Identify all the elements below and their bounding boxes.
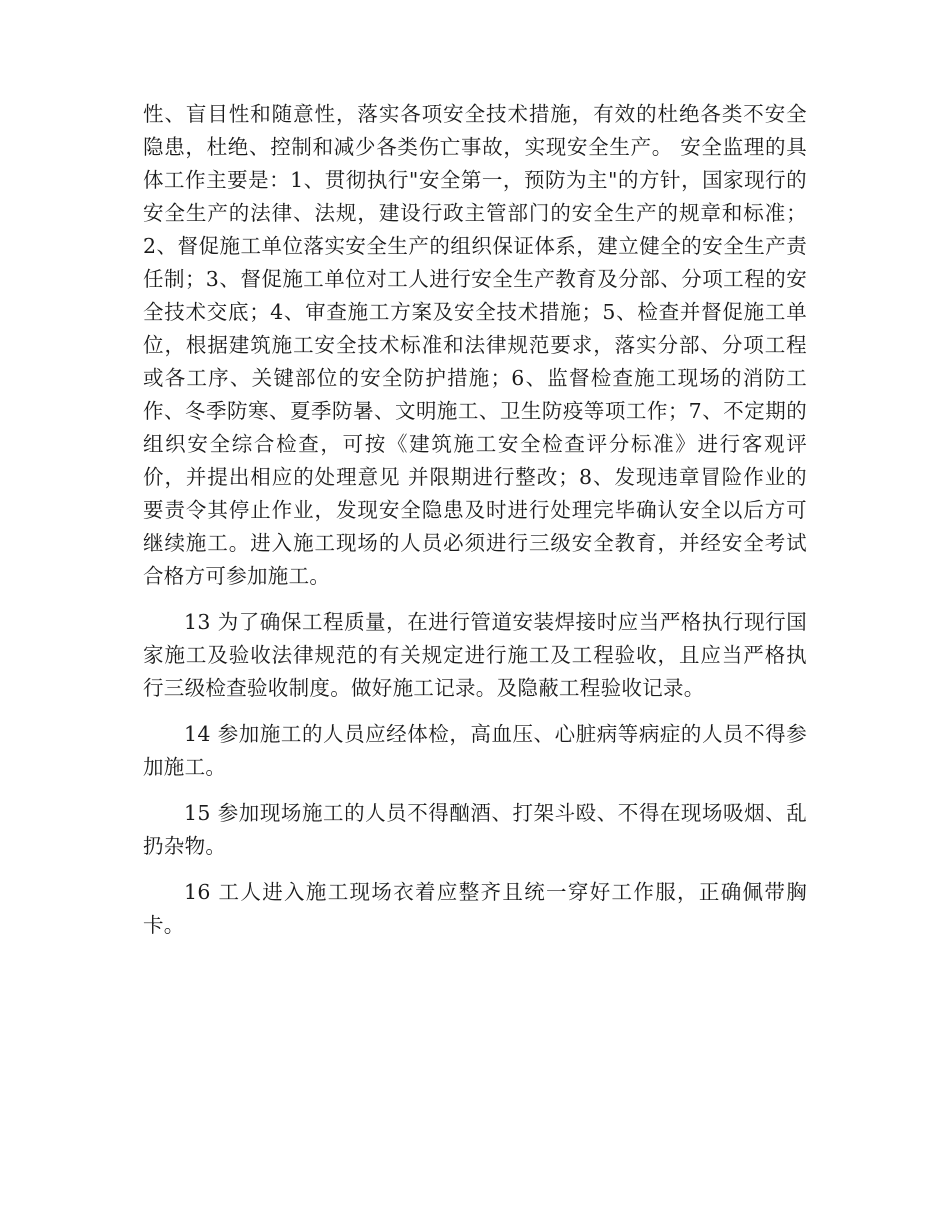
document-page [143,98,807,942]
paragraph-item-13: 13 为了确保工程质量，在进行管道安装焊接时应当严格执行现行国家施工及验收法律规范的有关规定进行施工及工程验收，且应当严格执行三级检查验收制度。做好施工记录。及隐蔽工程验收记录。 [143,610,807,700]
paragraph-item-16: 16 工人进入施工现场衣着应整齐且统一穿好工作服，正确佩带胸卡。 [143,880,807,937]
paragraph-item-14: 14 参加施工的人员应经体检，高血压、心脏病等病症的人员不得参加施工。 [143,722,807,779]
paragraph-safety-supervision: 性、盲目性和随意性，落实各项安全技术措施，有效的杜绝各类不安全隐患，杜绝、控制和减少各类伤亡事故，实现安全生产。 安全监理的具体工作主要是：1、贯彻执行"安全第一，预防为主"的方针，国家现行的安全生产的法律、法规，建设行政主管部门的安全生产的规章和标准；2、督促施工单位落实安全生产的组织保证体系，建立健全的安全生产责任制；3、督促施工单位对工人进行安全生产教育及分部、分项工程的安全技术交底；4、审查施工方案及安全技术措施；5、检查并督促施工单位，根据建筑施工安全技术标准和法律规范要求，落实分部、分项工程或各工序、关键部位的安全防护措施；6、监督检查施工现场的消防工作、冬季防寒、夏季防暑、文明施工、卫生防疫等项工作；7、不定期的组织安全综合检查，可按《建筑施工安全检查评分标准》进行客观评价，并提出相应的处理意见 并限期进行整改；8、发现违章冒险作业的要责令其停止作业，发现安全隐患及时进行处理完毕确认安全以后方可继续施工。进入施工现场的人员必须进行三级安全教育，并经安全考试合格方可参加施工。 [143,102,807,588]
paragraph-item-15: 15 参加现场施工的人员不得酗酒、打架斗殴、不得在现场吸烟、乱扔杂物。 [143,801,807,858]
